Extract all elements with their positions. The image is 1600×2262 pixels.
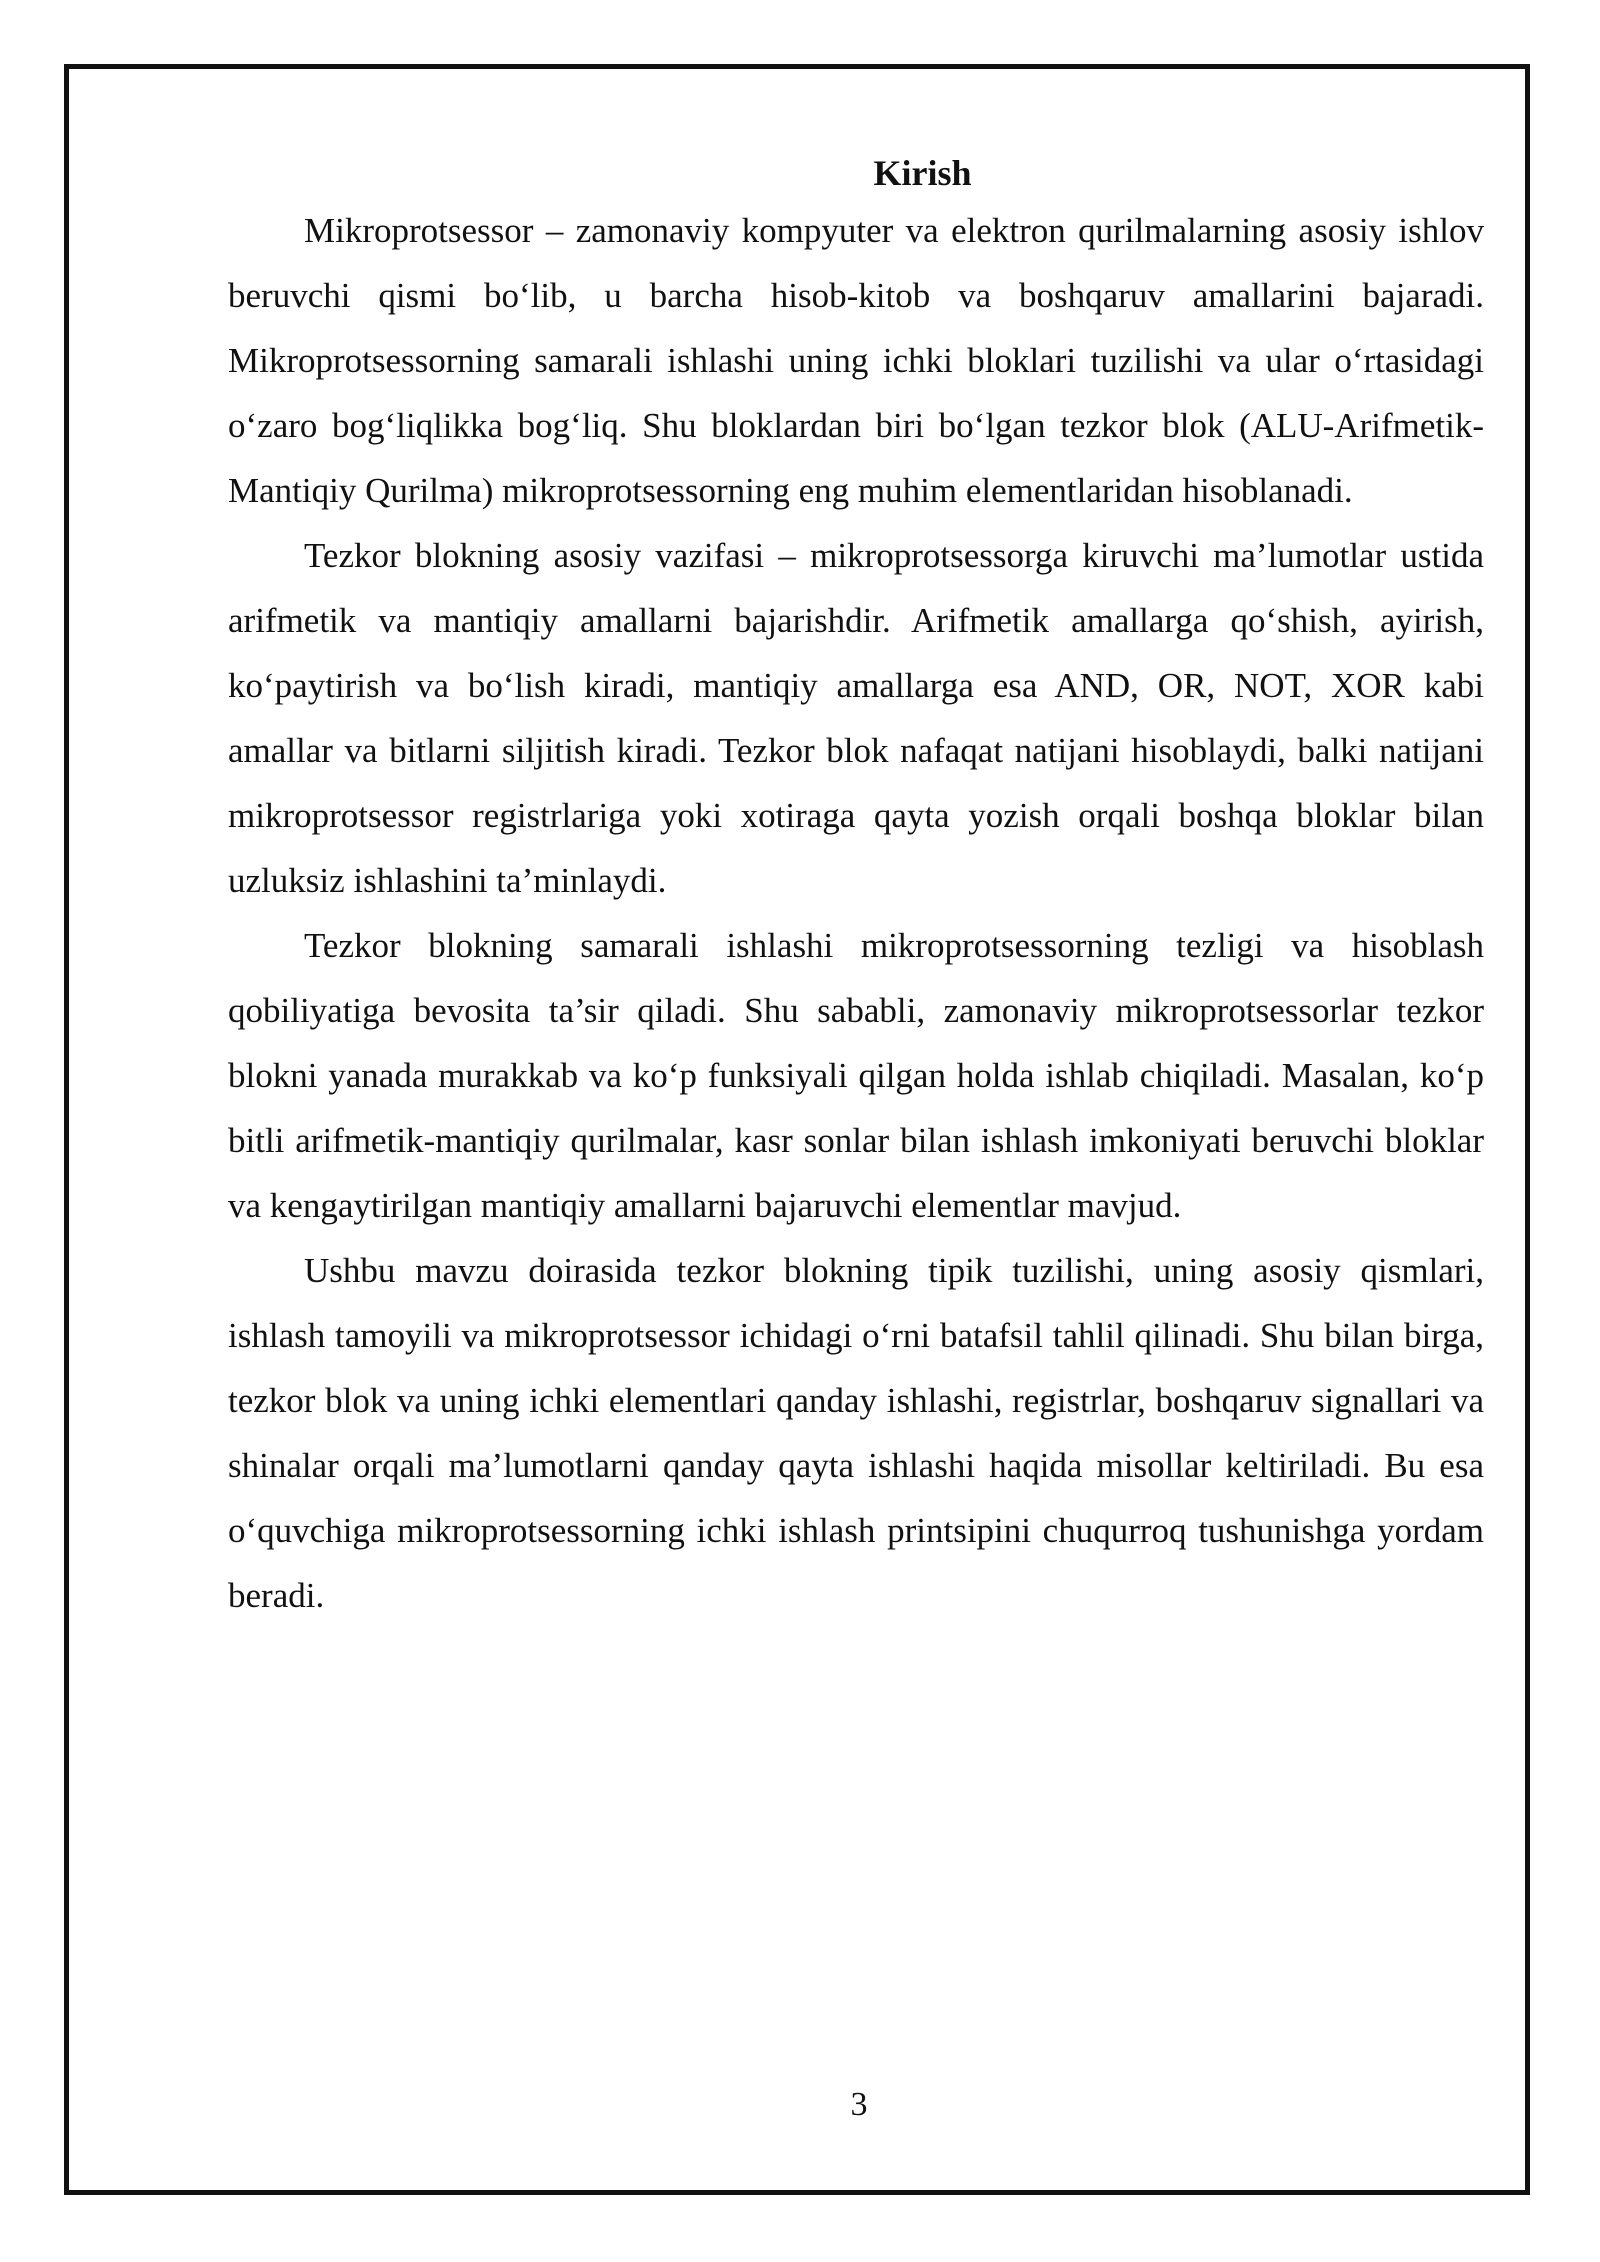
page-number: 3	[850, 2086, 868, 2123]
paragraph-topic-scope: Ushbu mavzu doirasida tezkor blokning tipik tuzilishi, uning asosiy qismlari, ishlash tamoyili va mikroprotsessor ichidagi o‘rni batafsil tahlil qilinadi. Shu bilan birga, tezkor blok va uning ichki elementlari qanday ishlashi, registrlar, boshqaruv signallari va shinalar orqali ma’lumotlarni qanday qayta ishlashi haqida misollar keltiriladi. Bu esa o‘quvchiga mikroprotsessorning ichki ishlash printsipini chuqurroq tushunishga yordam beradi.	[228, 1251, 1484, 1615]
paragraph-alu-performance: Tezkor blokning samarali ishlashi mikroprotsessorning tezligi va hisoblash qobiliyatiga bevosita ta’sir qiladi. Shu sababli, zamonaviy mikroprotsessorlar tezkor blokni yanada murakkab va ko‘p funksiyali qilgan holda ishlab chiqiladi. Masalan, ko‘p bitli arifmetik-mantiqiy qurilmalar, kasr sonlar bilan ishlash imkoniyati beruvchi bloklar va kengaytirilgan mantiqiy amallarni bajaruvchi elementlar mavjud.	[228, 926, 1484, 1225]
section-title: Kirish	[873, 153, 972, 193]
paragraph-intro: Mikroprotsessor – zamonaviy kompyuter va elektron qurilmalarning asosiy ishlov beruvchi qismi bo‘lib, u barcha hisob-kitob va boshqaruv amallarini bajaradi. Mikroprotsessorning samarali ishlashi uning ichki bloklari tuzilishi va ular o‘rtasidagi o‘zaro bog‘liqlikka bog‘liq. Shu bloklardan biri bo‘lgan tezkor blok (ALU-Arifmetik-Mantiqiy Qurilma) mikroprotsessorning eng muhim elementlaridan hisoblanadi.	[228, 211, 1484, 510]
page-content	[228, 148, 1484, 1628]
paragraph-alu-function: Tezkor blokning asosiy vazifasi – mikroprotsessorga kiruvchi ma’lumotlar ustida arifmetik va mantiqiy amallarni bajarishdir. Arifmetik amallarga qo‘shish, ayirish, ko‘paytirish va bo‘lish kiradi, mantiqiy amallarga esa AND, OR, NOT, XOR kabi amallar va bitlarni siljitish kiradi. Tezkor blok nafaqat natijani hisoblaydi, balki natijani mikroprotsessor registrlariga yoki xotiraga qayta yozish orqali boshqa bloklar bilan uzluksiz ishlashini ta’minlaydi.	[228, 536, 1484, 900]
